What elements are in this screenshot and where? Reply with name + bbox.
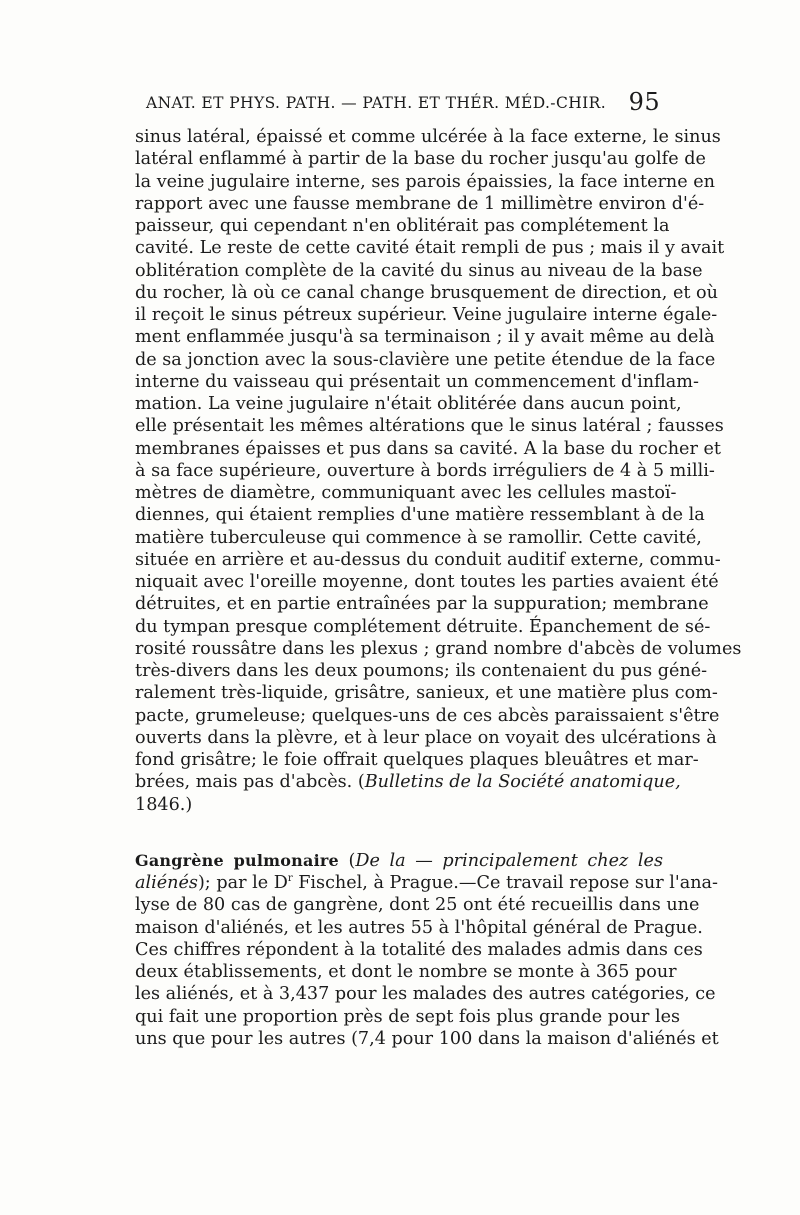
subtitle-end: aliénés [135, 873, 198, 893]
text-line [135, 872, 718, 894]
text-line: mation. La veine jugulaire n'était oblitérée dans aucun point, [135, 394, 682, 414]
text-line: détruites, et en partie entraînées par la suppuration; membrane [135, 594, 709, 615]
text-line: membranes épaisses et pus dans sa cavité. A la base du rocher et [135, 438, 721, 459]
text-line: du rocher, là où ce canal change brusquement de direction, et où [135, 282, 718, 303]
text-line: matière tuberculeuse qui commence à se ramollir. Cette cavité, [135, 527, 702, 548]
text-line: interne du vaisseau qui présentait un commencement d'inflam- [135, 371, 699, 392]
section-heading: Gangrène pulmonaire [135, 850, 339, 870]
text-run: Fischel, à Prague.—Ce travail repose sur l'ana- [292, 873, 718, 893]
text-line: ouverts dans la plèvre, et à leur place on voyait des ulcérations à [135, 727, 717, 748]
text-line: les aliénés, et à 3,437 pour les malades des autres catégories, ce [135, 984, 716, 1005]
text-line: lyse de 80 cas de gangrène, dont 25 ont été recueillis dans une [135, 895, 700, 916]
text-line: cavité. Le reste de cette cavité était rempli de pus ; mais il y avait [135, 238, 725, 259]
text-line: uns que pour les autres (7,4 pour 100 dans la maison d'aliénés et [135, 1028, 719, 1049]
text-line: qui fait une proportion près de sept fois plus grande pour les [135, 1006, 681, 1027]
text-line: diennes, qui étaient remplies d'une matière ressemblant à de la [135, 505, 705, 526]
text-line: de sa jonction avec la sous-clavière une petite étendue de la face [135, 349, 716, 370]
citation: Bulletins de la Société anatomique, [364, 772, 681, 793]
text-run: ( [338, 850, 356, 871]
text-line: paisseur, qui cependant n'en oblitérait pas complétement la [135, 216, 670, 236]
running-title: ANAT. ET PHYS. PATH. — PATH. ET THÉR. MÉD.-CHIR. [146, 94, 607, 112]
text-line: fond grisâtre; le foie offrait quelques plaques bleuâtres et mar- [135, 750, 699, 770]
text-line [135, 771, 681, 793]
section-heading-line [135, 850, 663, 872]
text-line: pacte, grumeleuse; quelques-uns de ces abcès paraissaient s'être [135, 705, 720, 726]
text-line: il reçoit le sinus pétreux supérieur. Veine jugulaire interne égale- [135, 305, 718, 325]
text-line: Ces chiffres répondent à la totalité des malades admis dans ces [135, 939, 703, 960]
page-body [135, 126, 742, 1050]
text-line: ment enflammée jusqu'à sa terminaison ; il y avait même au delà [135, 327, 715, 348]
text-line: sinus latéral, épaissé et comme ulcérée à la face externe, le sinus [135, 127, 721, 147]
text-line: rapport avec une fausse membrane de 1 millimètre environ d'é- [135, 193, 705, 214]
text-line: elle présentait les mêmes altérations que le sinus latéral ; fausses [135, 416, 724, 437]
superscript: r [287, 873, 293, 885]
running-header [146, 88, 660, 118]
text-line: oblitération complète de la cavité du sinus au niveau de la base [135, 260, 703, 281]
paragraph-case-report [135, 126, 742, 771]
citation-year: 1846.) [135, 794, 193, 815]
text-line: maison d'aliénés, et les autres 55 à l'hôpital général de Prague. [135, 917, 703, 938]
page-number: 95 [628, 88, 660, 116]
text-line: niquait avec l'oreille moyenne, dont toutes les parties avaient été [135, 572, 719, 592]
text-line: rosité roussâtre dans les plexus ; grand nombre d'abcès de volumes [135, 638, 742, 659]
text-line: latéral enflammé à partir de la base du rocher jusqu'au golfe de [135, 149, 706, 170]
text-run: brées, mais pas d'abcès. ( [135, 772, 365, 793]
text-line: mètres de diamètre, communiquant avec les cellules mastoï- [135, 483, 677, 503]
section-subtitle: De la — principalement chez les [355, 850, 663, 871]
text-line: la veine jugulaire interne, ses parois épaissies, la face interne en [135, 171, 716, 192]
paragraph-gangrene [135, 894, 719, 1050]
paragraph-gap [135, 816, 663, 850]
text-line: ralement très-liquide, grisâtre, sanieux, et une matière plus com- [135, 683, 718, 704]
text-line: située en arrière et au-dessus du conduit auditif externe, commu- [135, 549, 721, 570]
text-line: très-divers dans les deux poumons; ils contenaient du pus géné- [135, 661, 708, 681]
text-line: du tympan presque complétement détruite. Épanchement de sé- [135, 616, 711, 637]
text-line: à sa face supérieure, ouverture à bords irréguliers de 4 à 5 milli- [135, 460, 715, 481]
text-run: ); par le D [197, 873, 288, 893]
text-line: deux établissements, et dont le nombre se monte à 365 pour [135, 962, 677, 982]
